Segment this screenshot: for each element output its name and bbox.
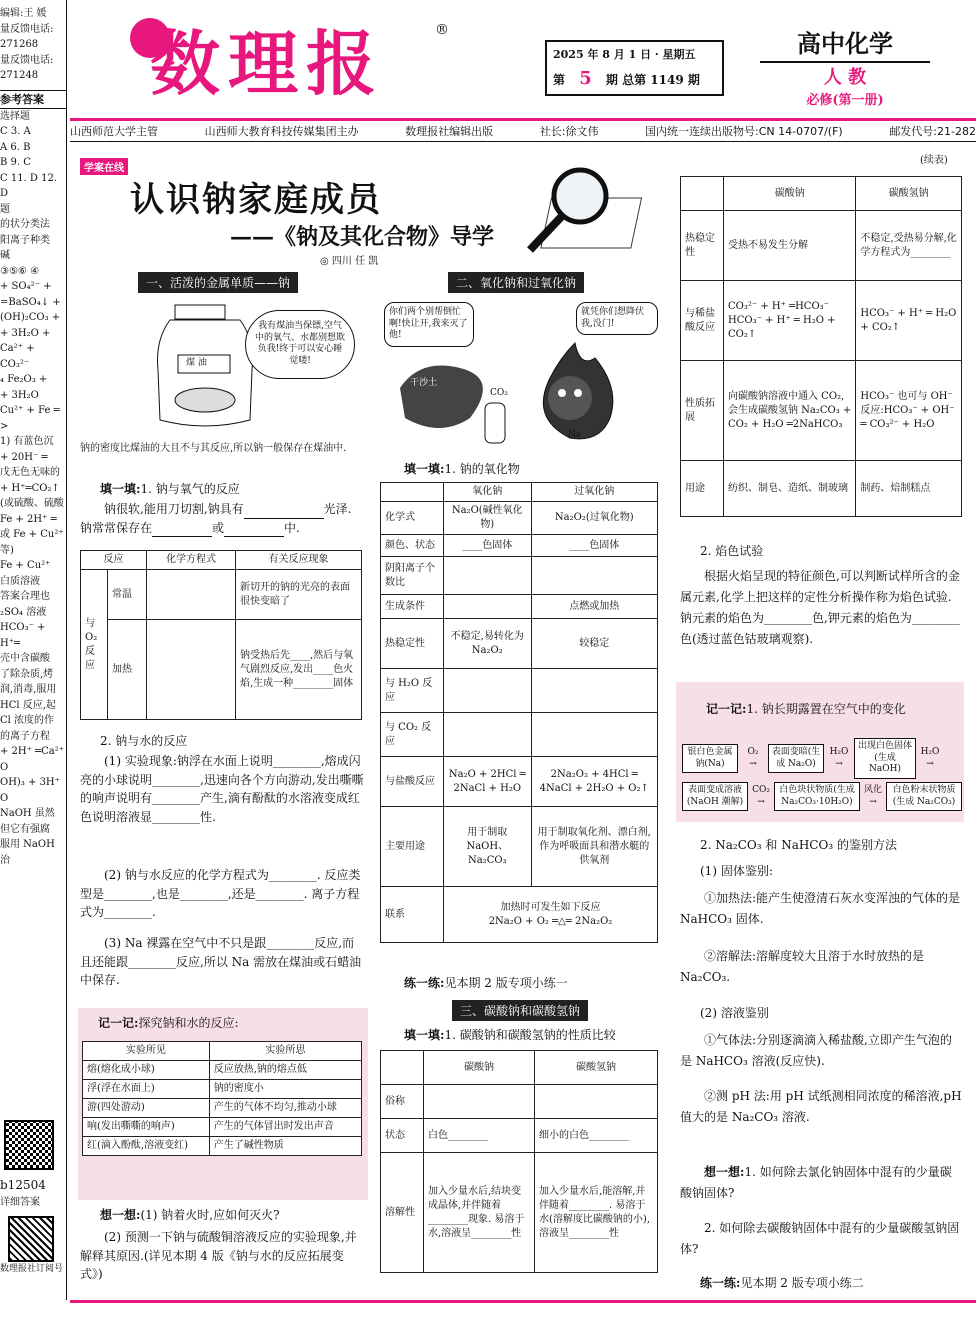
oxide-cell: 点燃或加热 — [531, 595, 657, 619]
observation: 钠受热后先____,然后与氧气剧烈反应,发出____色火焰,生成一种________固体 — [236, 620, 362, 720]
para-1-d: 中. — [284, 520, 300, 535]
co2-label: CO₂ — [490, 388, 508, 398]
memo-cell: 响(发出嘶嘶的响声) — [83, 1117, 210, 1136]
oxide-row-label: 颜色、状态 — [381, 535, 444, 557]
oxide-row-label: 主要用途 — [381, 807, 444, 887]
carb-header: 碳酸氢钠 — [535, 1051, 658, 1085]
memo-box-2 — [676, 682, 964, 822]
think-1-q1: (1) 钠着火时,应如何灭火? — [140, 1208, 280, 1222]
issue-label-pre: 第 — [553, 73, 566, 87]
carb-cell[interactable] — [535, 1085, 658, 1119]
section1-header: 一、活泼的金属单质——钠 — [138, 272, 298, 293]
oxide-row-label: 化学式 — [381, 502, 444, 535]
memo-box-1 — [78, 1008, 368, 1200]
cont-cell: 向碳酸钠溶液中通入 CO₂,会生成碳酸氢钠 Na₂CO₃ + CO₂ + H₂O ═2NaHCO₃ — [724, 361, 856, 461]
answer-line: =BaSO₄↓ + — [0, 296, 61, 308]
answer-line: (或硫酸、硫酸 — [0, 498, 64, 510]
fire-cartoon — [380, 298, 660, 458]
flow-box: 白色粉末状物质(生成 Na₂CO₃) — [886, 782, 962, 811]
answers-title: 参考答案 — [0, 90, 66, 109]
flow-arrow-label: O₂ — [747, 746, 759, 757]
flow-row-1 — [682, 738, 944, 779]
oxide-row-label: 阴阳离子个数比 — [381, 557, 444, 595]
sidebar-editor: 编辑:王 媛 — [0, 8, 47, 19]
cont-cell: 不稳定,受热易分解,化学方程式为________ — [856, 211, 962, 281]
blank[interactable] — [152, 525, 212, 537]
oxide-header: 氧化钠 — [444, 483, 532, 502]
cont-header: 碳酸氢钠 — [856, 177, 962, 211]
solid-method-2: ②溶解法:溶解度较大且溶于水时放热的是 Na₂CO₃. — [680, 949, 925, 984]
oxide-row-label: 联系 — [381, 887, 444, 943]
answer-line: HCO₃⁻ + H⁺═ — [0, 622, 46, 649]
fill-1 — [100, 480, 240, 499]
registered-mark: ® — [435, 22, 449, 38]
answer-line: O — [0, 761, 9, 773]
flow-arrow: O₂ → — [747, 746, 759, 769]
sidebar-phone-1: 271268 — [0, 39, 39, 50]
oxide-cell — [531, 557, 657, 595]
oxide-cell — [444, 669, 532, 713]
practice-1-label: 练一练: — [404, 976, 445, 990]
solution-method-1: ①气体法:分别逐滴滴入稀盐酸,立即产生气泡的是 NaHCO₃ 溶液(反应快). — [680, 1033, 952, 1068]
article-title: 认识钠家庭成员 — [130, 180, 382, 220]
fill-3-text: 1. 碳酸钠和碳酸氢钠的性质比较 — [444, 1028, 616, 1042]
memo-cell: 游(四处游动) — [83, 1098, 210, 1117]
cont-cell: HCO₃⁻ 也可与 OH⁻ 反应:HCO₃⁻ + OH⁻ ═ CO₃²⁻ + H₂O — [856, 361, 962, 461]
infobar-item: 国内统一连续出版物号:CN 14-0707/(F) — [645, 125, 843, 138]
oxide-cell — [531, 713, 657, 757]
title-banner — [80, 158, 660, 267]
answer-line: 答案合理也 — [0, 591, 50, 603]
section2-header: 二、氧化钠和过氧化钠 — [448, 272, 584, 293]
answer-line: OH)₃ + 3H⁺ — [0, 777, 60, 789]
para-1-b: 光泽. 钠常常保存在 — [80, 502, 352, 535]
infobar-item: 山西师范大学主管 — [70, 125, 158, 138]
oxide-row-label: 生成条件 — [381, 595, 444, 619]
answer-line: + 20H⁻ ═ — [0, 451, 48, 463]
carb-cell: 加入少量水后,结块变成晶体,并伴随着________现象. 易溶于水,溶液呈________性 — [424, 1153, 535, 1273]
memo-1-text: 探究钠和水的反应: — [138, 1016, 239, 1030]
cont-header — [681, 177, 724, 211]
link-text: 加热时可发生如下反应 — [500, 901, 601, 913]
answer-line: 等) — [0, 544, 14, 556]
para-2: (1) 实验现象:钠浮在水面上说明________,熔成闪亮的小球说明________,迅速向各个方向游动,发出嘶嘶的响声说明有________产生,滴有酚酞的水溶液变成红色说明溶液显________性. — [80, 754, 364, 824]
kerosene-jar-illustration — [150, 300, 350, 440]
continued-label: (续表) — [920, 155, 948, 166]
oxide-cell — [444, 713, 532, 757]
answer-line: 服用 NaOH 治 — [0, 839, 55, 866]
issue-number: 5 — [579, 68, 592, 89]
carb-cell: 加入少量水后,能溶解,并伴随着________. 易溶于水(溶解度比碳酸钠的小),溶液呈________性 — [535, 1153, 658, 1273]
bubble-right: 就凭你们想降伏我,没门! — [576, 302, 658, 335]
qr-caption: 数理报社订阅号 — [0, 1264, 64, 1275]
answer-line: ③⑤⑥ ④ — [0, 265, 40, 277]
flame-para: 根据火焰呈现的特征颜色,可以判断试样所含的金属元素,化学上把这样的定性分析操作称为焰色试验. 钠元素的焰色为________色,钾元素的焰色为________色(透过蓝色钴玻璃观察). — [680, 569, 960, 646]
answer-line: (OH)₂CO₃ + — [0, 312, 61, 324]
memo-header: 实验所思 — [209, 1041, 361, 1060]
think-1-label: 想一想: — [100, 1208, 141, 1222]
observation: 新切开的钠的光亮的表面很快变暗了 — [236, 570, 362, 620]
sidebar-bottom — [0, 1120, 66, 1276]
memo-cell: 钠的密度小 — [209, 1079, 361, 1098]
answer-line: 白质溶液 — [0, 575, 40, 587]
solution-heading: (2) 溶液鉴别 — [700, 1006, 769, 1020]
oxide-cell: Na₂O(碱性氧化物) — [444, 502, 532, 535]
answer-line: ₂SO₄ 溶液 — [0, 606, 47, 618]
speech-bubble: 我有煤油当保镖,空气中的氧气、水都别想欺负我!终于可以安心睡觉喽! — [245, 310, 355, 379]
subject-box — [760, 24, 930, 108]
answers-list — [0, 109, 66, 869]
oxide-cell: 用于制取氧化剂、漂白剂,作为呼吸面具和潜水艇的供氧剂 — [531, 807, 657, 887]
infobar-item: 山西师大教育科技传媒集团主办 — [204, 125, 359, 138]
section3-header: 三、碳酸钠和碳酸氢钠 — [452, 1000, 588, 1021]
sidebar — [0, 0, 67, 1300]
answer-line: 1) 有蓝色沉 — [0, 436, 54, 448]
answer-line: 题 — [0, 203, 10, 215]
sand-label: 干沙土 — [410, 378, 438, 388]
answer-line: 选择题 — [0, 110, 30, 122]
oxide-cell: 2Na₂O₂ + 4HCl ═ 4NaCl + 2H₂O + O₂↑ — [531, 757, 657, 807]
flow-row-2 — [682, 782, 962, 811]
oxide-cell: 较稳定 — [531, 619, 657, 669]
row-label: 与 O₂ 反应 — [81, 570, 108, 720]
na-label: Na — [568, 430, 582, 440]
flow-box: 出现白色固体(生成 NaOH) — [854, 738, 916, 779]
practice-2 — [700, 1274, 864, 1293]
oxide-cell — [444, 557, 532, 595]
practice-1-text: 见本期 2 版专项小练一 — [444, 976, 568, 990]
memo-1-header — [78, 1008, 368, 1039]
cont-label: 性质拓展 — [681, 361, 724, 461]
para-1-a: 钠很软,能用刀切割,钠具有 — [104, 502, 244, 516]
distinguish-heading: 2. Na₂CO₃ 和 NaHCO₃ 的鉴别方法 — [700, 838, 897, 852]
article-subtitle: ——《钠及其化合物》导学 — [230, 224, 495, 250]
practice-2-text: 见本期 2 版专项小练二 — [740, 1276, 864, 1290]
answer-line: 的离子方程 — [0, 730, 50, 742]
memo-2-label: 记一记: — [706, 702, 747, 716]
flame-heading: 2. 焰色试验 — [700, 544, 764, 558]
answer-line: Ca²⁺ + CO₃²⁻ — [0, 343, 35, 370]
answer-line: C 11. D 12. D — [0, 172, 58, 200]
practice-2-label: 练一练: — [700, 1276, 741, 1290]
oxide-cell: ____色固体 — [531, 535, 657, 557]
volume: 必修(第一册) — [806, 93, 884, 108]
flow-arrow: CO₂ → — [752, 785, 770, 807]
answer-line: 了除杂质,烤 — [0, 668, 54, 680]
qr-code-2 — [8, 1216, 54, 1262]
flow-arrow-label: CO₂ — [752, 785, 770, 795]
qr-code — [4, 1120, 54, 1170]
answer-line: 戊无色无味的 — [0, 467, 60, 479]
fill-2-text: 1. 钠的氧化物 — [444, 462, 520, 476]
answer-line: B 9. C — [0, 157, 31, 169]
para-3: (2) 钠与水反应的化学方程式为________. 反应类型是________,也是________,还是________. 离子方程式为________. — [80, 868, 361, 920]
flow-box: 表面变成溶液(NaOH 潮解) — [682, 782, 748, 811]
sidebar-code: b12504 — [0, 1178, 46, 1192]
oxide-cell: 用于制取 NaOH、Na₂CO₃ — [444, 807, 532, 887]
link-equation: 2Na₂O + O₂ ═△═ 2Na₂O₂ — [488, 915, 613, 927]
carb-label: 俗称 — [381, 1085, 424, 1119]
oxide-table — [380, 482, 658, 943]
cont-cell: CO₃²⁻ + H⁺ ═HCO₃⁻ HCO₃⁻ + H⁺ ═ H₂O + CO₂↑ — [724, 281, 856, 361]
cont-cell: 纺织、制皂、造纸、制玻璃 — [724, 461, 856, 517]
table-header: 化学方程式 — [147, 551, 236, 570]
answer-line: + 2H⁺ ═Ca²⁺ — [0, 746, 65, 758]
answer-line: 的状分类法 — [0, 219, 50, 231]
flow-arrow-label: H₂O — [829, 746, 849, 757]
sidebar-feedback-1: 量反馈电话: — [0, 23, 54, 35]
cont-header: 碳酸钠 — [724, 177, 856, 211]
flow-arrow-label: 风化 — [863, 785, 882, 795]
answer-line: > — [0, 420, 9, 432]
oxide-header — [381, 483, 444, 502]
memo-table — [82, 1041, 362, 1156]
equation-blank[interactable] — [147, 570, 236, 620]
carb-cell: 白色________ — [424, 1119, 535, 1153]
solid-heading: (1) 固体鉴别: — [700, 864, 773, 878]
link-cell — [444, 887, 658, 943]
memo-cell: 产生了碱性物质 — [209, 1136, 361, 1155]
answer-line: + H⁺═CO₂↑ — [0, 482, 60, 494]
equation-blank[interactable] — [147, 620, 236, 720]
cont-label: 热稳定性 — [681, 211, 724, 281]
oxide-row-label: 与 H₂O 反应 — [381, 669, 444, 713]
carb-label: 溶解性 — [381, 1153, 424, 1273]
date-line: 2025 年 8 月 1 日 · 星期五 — [553, 48, 696, 61]
cont-label: 用途 — [681, 461, 724, 517]
carb-cell[interactable] — [424, 1085, 535, 1119]
para-1 — [80, 500, 365, 537]
answer-line: Fe + Cu²⁺ — [0, 560, 51, 572]
oxide-cell — [531, 669, 657, 713]
answer-line: 碱 — [0, 250, 10, 262]
infobar-item: 邮发代号:21-282 — [889, 125, 976, 138]
oxide-row-label: 与盐酸反应 — [381, 757, 444, 807]
heading-2: 2. 钠与水的反应 — [100, 734, 188, 748]
para-1-c: 或 — [212, 520, 225, 535]
memo-2-header — [676, 682, 964, 719]
flow-box: 白色块状物质(生成 Na₂CO₃·10H₂O) — [774, 782, 860, 811]
oxide-cell: Na₂O + 2HCl ═ 2NaCl + H₂O — [444, 757, 532, 807]
practice-1 — [404, 974, 568, 993]
flow-arrow: H₂O → — [829, 746, 849, 769]
article-tag: 学案在线 — [80, 158, 128, 175]
magnifier-icon — [500, 158, 660, 258]
sidebar-code-note: 详细答案 — [0, 1196, 40, 1208]
carb-cell: 细小的白色________ — [535, 1119, 658, 1153]
think-2-q2: 2. 如何除去碳酸钠固体中混有的少量碳酸氢钠固体? — [680, 1221, 960, 1256]
answer-line: + 3H₂O + — [0, 327, 51, 339]
solid-method-1: ①加热法:能产生使澄清石灰水变浑浊的气体的是 NaHCO₃ 固体. — [680, 891, 961, 926]
carbonate-table-cont — [680, 176, 962, 517]
answer-line: Cu²⁺ + Fe ═ — [0, 405, 60, 417]
condition: 常温 — [108, 570, 147, 620]
fill-1-label: 填一填: — [100, 482, 141, 496]
flow-box: 银白色金属钠(Na) — [682, 744, 738, 773]
blank[interactable] — [244, 507, 324, 519]
answer-line: O — [0, 792, 9, 804]
infobar — [70, 118, 976, 142]
memo-cell: 产生的气体冒出时发出声音 — [209, 1117, 361, 1136]
oxide-row-label: 与 CO₂ 反应 — [381, 713, 444, 757]
think-2-q1: 1. 如何除去氯化钠固体中混有的少量碳酸钠固体? — [680, 1165, 952, 1200]
condition: 加热 — [108, 620, 147, 720]
answer-line: ₄ Fe₂O₃ + — [0, 374, 48, 386]
memo-cell: 熔(熔化成小球) — [83, 1060, 210, 1079]
memo-cell: 反应放热,钠的熔点低 — [209, 1060, 361, 1079]
o2-reaction-table — [80, 550, 362, 720]
cont-cell: 受热不易发生分解 — [724, 211, 856, 281]
flow-box: 表面变暗(生成 Na₂O) — [768, 744, 824, 773]
edition: 人 教 — [823, 67, 867, 88]
oxide-cell: 不稳定,易转化为 Na₂O₂ — [444, 619, 532, 669]
memo-cell: 红(滴入酚酞,溶液变红) — [83, 1136, 210, 1155]
answer-line: + 3H₂O — [0, 389, 39, 401]
article-author: ◎ 四川 任 凯 — [320, 256, 379, 267]
answer-line: HCl 反应,起 — [0, 699, 56, 711]
think-2 — [680, 1162, 962, 1204]
solution-method-2: ②测 pH 法:用 pH 试纸测相同浓度的稀溶液,pH 值大的是 Na₂CO₃ 溶液. — [680, 1089, 962, 1124]
fill-1-text: 1. 钠与氧气的反应 — [140, 482, 240, 496]
date-box — [545, 40, 724, 96]
answer-line: 壳中含碳酸 — [0, 653, 50, 665]
carb-header — [381, 1051, 424, 1085]
carbonate-table — [380, 1050, 658, 1273]
fill-3 — [404, 1026, 616, 1045]
issue-line — [547, 66, 722, 91]
flow-arrow: H₂O → — [920, 746, 940, 769]
table-header: 有关反应现象 — [236, 551, 362, 570]
memo-header: 实验所见 — [83, 1041, 210, 1060]
answer-line: NaOH 虽然 — [0, 808, 55, 820]
flow-arrow-label: H₂O — [920, 746, 940, 757]
table-header: 反应 — [81, 551, 147, 570]
fill-2-label: 填一填: — [404, 462, 445, 476]
answer-line: A 6. B — [0, 141, 31, 153]
infobar-item: 社长:徐文伟 — [539, 125, 599, 138]
answer-line: 阳离子种类 — [0, 234, 50, 246]
oxide-row-label: 热稳定性 — [381, 619, 444, 669]
fill-3-label: 填一填: — [404, 1028, 445, 1042]
memo-2-text: 1. 钠长期露置在空气中的变化 — [746, 702, 906, 716]
cont-label: 与稀盐酸反应 — [681, 281, 724, 361]
memo-1-label: 记一记: — [98, 1016, 139, 1030]
carb-label: 状态 — [381, 1119, 424, 1153]
para-4: (3) Na 裸露在空气中不只是跟________反应,而且还能跟________反应,所以 Na 需放在煤油或石蜡油中保存. — [80, 936, 362, 988]
answer-line: Fe + 2H⁺ ═ — [0, 513, 57, 525]
masthead-title: 数理报 — [150, 22, 384, 105]
think-1 — [100, 1206, 280, 1225]
answer-line: + SO₄²⁻ + — [0, 281, 52, 293]
jar-caption: 钠的密度比煤油的大且不与其反应,所以钠一般保存在煤油中. — [80, 443, 347, 454]
flow-arrow: 风化 → — [863, 785, 882, 807]
infobar-item: 数理报社编辑出版 — [405, 125, 494, 138]
fill-2 — [404, 460, 520, 479]
oxide-cell — [444, 595, 532, 619]
memo-cell: 浮(浮在水面上) — [83, 1079, 210, 1098]
sidebar-phone-2: 271248 — [0, 70, 39, 81]
think-2-label: 想一想: — [704, 1165, 745, 1179]
cont-cell: 制药、焙制糕点 — [856, 461, 962, 517]
oxide-header: 过氧化钠 — [531, 483, 657, 502]
answer-line: C 3. A — [0, 126, 31, 138]
bubble-left: 你们两个别帮倒忙啊!快让开,我来灭了他! — [384, 302, 474, 347]
sidebar-feedback-2: 量反馈电话: — [0, 54, 54, 66]
oxide-cell: Na₂O₂(过氧化物) — [531, 502, 657, 535]
jar-label: 煤 油 — [186, 358, 207, 368]
answer-line: 但它有强腐 — [0, 823, 50, 835]
issue-label-post: 期 总第 1149 期 — [605, 73, 700, 87]
think-1-q2: (2) 预测一下钠与硫酸铜溶液反应的实验现象,并解释其原因.(详见本期 4 版《钠与水的反应拓展变式》) — [80, 1230, 357, 1282]
cont-cell: HCO₃⁻ + H⁺ ═ H₂O + CO₂↑ — [856, 281, 962, 361]
answer-line: Cl 浓度的作 — [0, 715, 55, 727]
answer-line: 或 Fe + Cu²⁺ — [0, 529, 64, 541]
answer-line: 润,消毒,服用 — [0, 684, 57, 696]
carb-header: 碳酸钠 — [424, 1051, 535, 1085]
oxide-cell: ____色固体 — [444, 535, 532, 557]
bottom-rule — [70, 1300, 976, 1303]
subject: 高中化学 — [760, 24, 930, 63]
blank[interactable] — [224, 525, 284, 537]
memo-cell: 产生的气体不均匀,推动小球 — [209, 1098, 361, 1117]
